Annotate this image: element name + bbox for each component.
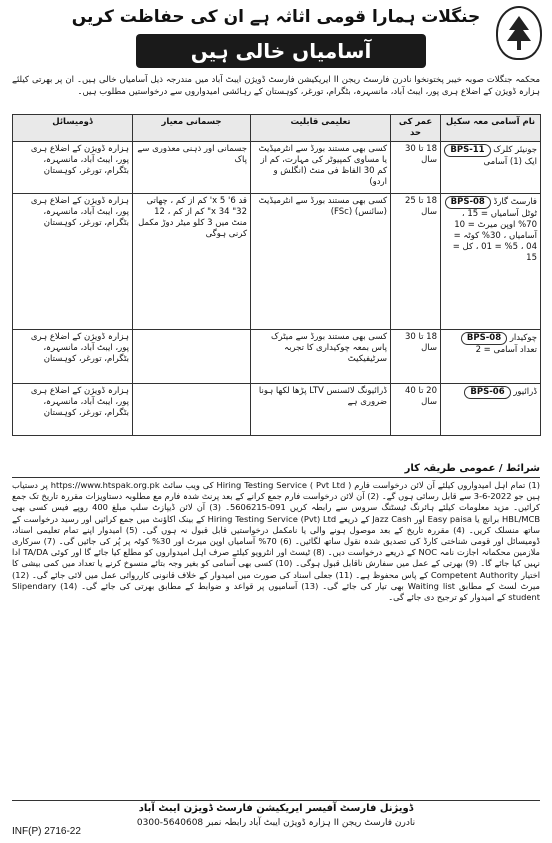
contact-label: نادرن فارسٹ ریجن II ہزارہ ڈویژن ایبٹ آباد رابطہ نمبر bbox=[206, 818, 416, 828]
forest-emblem bbox=[496, 6, 542, 60]
table-row bbox=[13, 330, 541, 384]
slogan: جنگلات ہمارا قومی اثاثہ ہے ان کی حفاظت کریں bbox=[71, 7, 481, 27]
post-cell bbox=[441, 142, 541, 194]
col-header-physical: جسمانی معیار bbox=[133, 115, 251, 142]
post-extra: ایک (1) آسامی bbox=[483, 157, 537, 167]
col-header-post: نام آسامی معہ سکیل bbox=[441, 115, 541, 142]
post-name: ڈرائیور bbox=[513, 387, 537, 397]
terms-title: شرائط / عمومی طریقہ کار bbox=[404, 463, 540, 474]
col-header-age: عمر کی حد bbox=[391, 115, 441, 142]
col-header-qualification: تعلیمی قابلیت bbox=[251, 115, 391, 142]
bps-badge: BPS-06 bbox=[464, 386, 510, 399]
post-extra: ٹوٹل آسامیاں = 15 ، 70% اوپن میرٹ = 10 آسامیاں ، 30% کوٹہ = 04 ، 5% = 01 ، کل = 15 bbox=[452, 209, 537, 263]
footer-contact bbox=[12, 818, 540, 828]
bps-badge: BPS-08 bbox=[461, 332, 507, 345]
post-cell bbox=[441, 194, 541, 330]
physical-cell: جسمانی اور ذہنی معذوری سے پاک bbox=[133, 142, 251, 194]
bps-badge: BPS-11 bbox=[444, 144, 490, 157]
col-header-domicile: ڈومیسائل bbox=[13, 115, 133, 142]
post-name: جونیئر کلرک bbox=[493, 145, 537, 155]
domicile-cell: ہزارہ ڈویژن کے اضلاع ہری پور، ایبٹ آباد، مانسہرہ، بٹگرام، تورغر، کوہستان bbox=[13, 384, 133, 436]
terms-text: (1) تمام اہل امیدواروں کیلئے آن لائن درخواست فارم Hiring Testing Service ( Pvt Ltd ) کی ویب سائٹ https://www.htspak.org.pk پر دستیاب ہیں جو 2022-6-3 سے قابل رسائی ہوں گے۔ (2) آن لائن درخواست فارم جمع کرانے کے بعد پرنٹ شدہ فارم مع مطلوبہ دستاویزات مقررہ تاریخ تک جمع کرائیں۔ مزید معلومات کیلئے ہائرنگ ٹیسٹنگ سروس سے رابطہ کریں 091-5606215۔ (3) آن لائن ڈیپازٹ سلپ مبلغ 400 روپے فیس کسی بھی HBL/MCB برانچ یا Easy paisa اور Jazz Cash کے ذریعے Hiring Testing Service (Pvt) Ltd کے بینک اکاؤنٹ میں جمع کرائیں اور رسید درخواست کے ساتھ منسلک کریں۔ (4) مقررہ تاریخ کے بعد موصول ہونے والی یا نامکمل درخواستیں قابل قبول نہ ہوں گی۔ (5) امیدوار اپنے تمام تعلیمی اسناد، ڈومیسائل اور قومی شناختی کارڈ کی تصدیق شدہ نقول ساتھ لگائیں۔ (6) 70% آسامیاں اوپن میرٹ اور 30% کوٹہ پر پُر کی جائیں گی۔ (7) سرکاری ملازمین محکمانہ اجازت نامہ NOC کے ذریعے درخواست دیں۔ (8) ٹیسٹ اور انٹرویو کیلئے صرف اہل امیدواروں کو مطلع کیا جائے گا اور کوئی TA/DA ادا نہیں کیا جائے گا۔ (9) بھرتی کے عمل میں سفارش ناقابل قبول ہوگی۔ (10) کسی بھی آسامی کو بغیر وجہ بتائے منسوخ کرنے یا تعداد میں کمی بیشی کا اختیار Competent Authority کے پاس محفوظ ہے۔ (11) جعلی اسناد کی صورت میں امیدوار کے خلاف قانونی کارروائی عمل میں لائی جائے گی۔ (12) میرٹ لسٹ کے مطابق Waiting list بھی تیار کی جائے گی۔ (13) آسامیوں پر قواعد و ضوابط کے مطابق بھرتی کی جائے گی۔ (14) Slipendary student کے امیدوار کو ترجیح دی جائے گی۔ bbox=[12, 477, 540, 798]
qualification-cell: ڈرائیونگ لائسنس LTV پڑھا لکھا ہونا ضروری ہے bbox=[251, 384, 391, 436]
age-cell: 20 تا 40 سال bbox=[391, 384, 441, 436]
post-name: چوکیدار bbox=[509, 333, 537, 343]
tree-icon bbox=[504, 14, 534, 52]
age-cell: 18 تا 30 سال bbox=[391, 142, 441, 194]
contact-number: 0300-5640608 bbox=[136, 818, 204, 828]
qualification-cell: کسی بھی مستند بورڈ سے انٹرمیڈیٹ (سائنس) (FSc) bbox=[251, 194, 391, 330]
inf-number: INF(P) 2716-22 bbox=[12, 826, 81, 837]
table-row bbox=[13, 142, 541, 194]
footer-officer: ڈویژنل فارسٹ آفیسر ایریکیشن فارسٹ ڈویژن ایبٹ آباد bbox=[138, 803, 414, 814]
post-name: فارسٹ گارڈ bbox=[493, 197, 537, 207]
table-header-row bbox=[13, 115, 541, 142]
age-cell: 18 تا 25 سال bbox=[391, 194, 441, 330]
table-row bbox=[13, 194, 541, 330]
post-cell bbox=[441, 384, 541, 436]
bps-badge: BPS-08 bbox=[445, 196, 491, 209]
physical-cell bbox=[133, 384, 251, 436]
advertisement-page bbox=[8, 4, 544, 838]
header bbox=[8, 4, 544, 80]
domicile-cell: ہزارہ ڈویژن کے اضلاع ہری پور، ایبٹ آباد، مانسہرہ، بٹگرام، تورغر، کوہستان bbox=[13, 194, 133, 330]
jobs-table bbox=[12, 114, 541, 436]
post-extra: تعداد آسامی = 2 bbox=[475, 345, 537, 355]
domicile-cell: ہزارہ ڈویژن کے اضلاع ہری پور، ایبٹ آباد، مانسہرہ، بٹگرام، تورغر، کوہستان bbox=[13, 330, 133, 384]
intro-text: محکمہ جنگلات صوبہ خیبر پختونخوا نادرن فارسٹ ریجن II ایریکیشن فارسٹ ڈویژن ایبٹ آباد میں مندرجہ ذیل آسامیاں خالی ہیں۔ ان پر بھرتی کیلئے ہزارہ ڈویژن کے اضلاع ہری پور، ایبٹ آباد، مانسہرہ، بٹگرام، تورغر، کوہستان کے رہائشی امیدواروں سے درخواستیں مطلوب ہیں۔ bbox=[12, 75, 540, 97]
table-row bbox=[13, 384, 541, 436]
physical-cell: قد 6' x 5' کم از کم ، چھاتی 32" x 34" کم از کم ، 12 منٹ میں 3 کلو میٹر دوڑ مکمل کرنی ہوگی bbox=[133, 194, 251, 330]
vacancies-banner: آسامیاں خالی ہیں bbox=[136, 34, 426, 68]
qualification-cell: کسی بھی مستند بورڈ سے انٹرمیڈیٹ یا مساوی کمپیوٹر کی مہارت، کم از کم 30 الفاظ فی منٹ (انگلش و اردو) bbox=[251, 142, 391, 194]
qualification-cell: کسی بھی مستند بورڈ سے میٹرک پاس بمعہ چوکیداری کا تجربہ سرٹیفیکیٹ bbox=[251, 330, 391, 384]
physical-cell bbox=[133, 330, 251, 384]
age-cell: 18 تا 30 سال bbox=[391, 330, 441, 384]
post-cell bbox=[441, 330, 541, 384]
footer bbox=[12, 800, 540, 839]
domicile-cell: ہزارہ ڈویژن کے اضلاع ہری پور، ایبٹ آباد، مانسہرہ، بٹگرام، تورغر، کوہستان bbox=[13, 142, 133, 194]
